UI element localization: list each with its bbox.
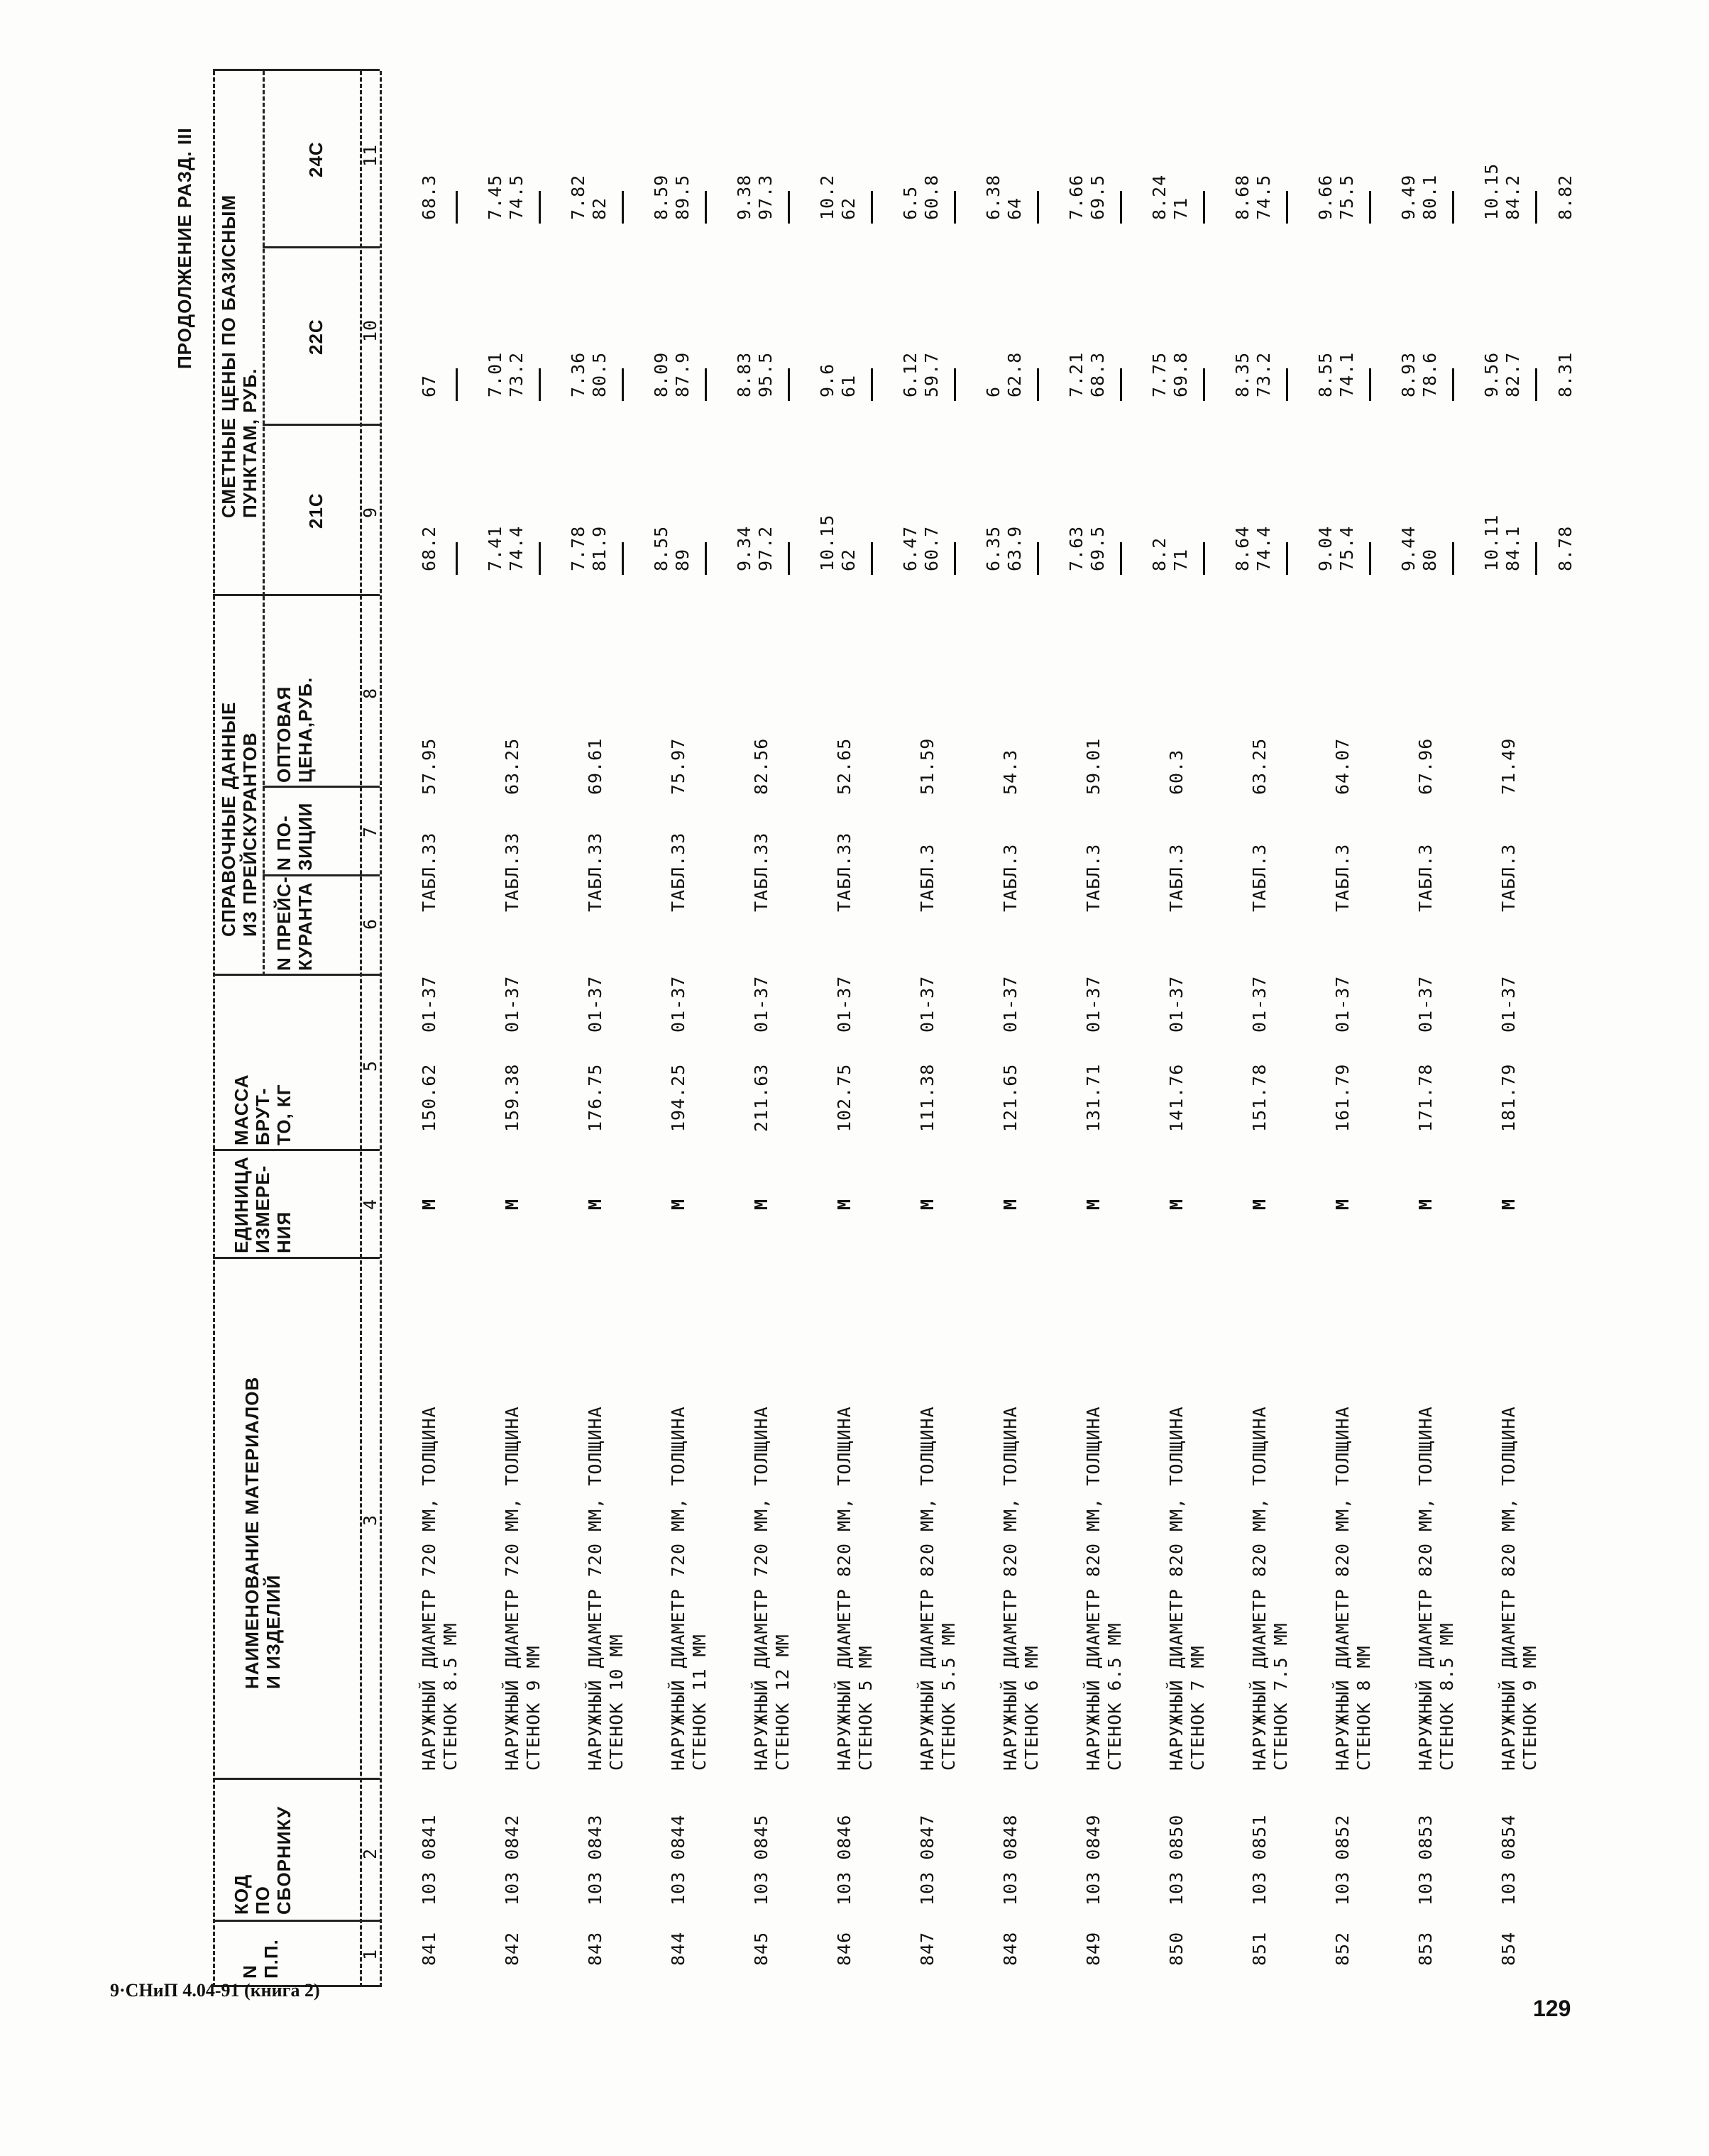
row-position: ТАБЛ.3 [1166, 843, 1187, 912]
price-separator [1037, 368, 1039, 401]
row-wholesale: 64.07 [1332, 737, 1353, 795]
row-mass: 176.75 [585, 1063, 605, 1132]
row-position: ТАБЛ.33 [502, 832, 522, 912]
row-position: ТАБЛ.3 [1000, 843, 1021, 912]
rotated-table [174, 43, 1576, 1987]
price-separator [705, 368, 707, 401]
row-number: 843 [585, 1931, 605, 1966]
price-separator [871, 542, 873, 575]
row-price: 61 [838, 374, 859, 397]
table-top-rule [213, 71, 215, 1987]
column-number: 8 [360, 687, 380, 699]
row-price: 7.41 [485, 525, 505, 571]
row-price: 69.5 [1087, 525, 1108, 571]
row-mass: 131.71 [1083, 1063, 1104, 1132]
row-unit: М [585, 1198, 605, 1210]
row-code: 103 0844 [668, 1814, 688, 1905]
row-name-line2: СТЕНОК 6.5 ММ [1104, 1622, 1125, 1771]
price-separator [788, 191, 790, 224]
row-code: 103 0846 [834, 1814, 855, 1905]
row-name-line1: НАРУЖНЫЙ ДИАМЕТР 820 ММ, ТОЛЩИНА [1083, 1406, 1104, 1771]
row-name-line1: НАРУЖНЫЙ ДИАМЕТР 820 ММ, ТОЛЩИНА [917, 1406, 938, 1771]
row-price: 7.45 [485, 174, 505, 220]
header-mass: МАССА БРУТ- ТО, КГ [231, 1074, 295, 1145]
price-separator [622, 368, 624, 401]
row-pricelist: 01-37 [1083, 975, 1104, 1033]
row-code: 103 0841 [419, 1814, 439, 1905]
price-separator [1286, 191, 1288, 224]
row-price: 89 [672, 548, 693, 571]
row-position: ТАБЛ.3 [917, 843, 938, 912]
row-name-line1: НАРУЖНЫЙ ДИАМЕТР 720 ММ, ТОЛЩИНА [668, 1406, 688, 1771]
column-number: 3 [360, 1514, 380, 1526]
row-price: 10.2 [817, 174, 837, 220]
row-unit: М [419, 1198, 439, 1210]
row-number: 853 [1415, 1931, 1436, 1966]
row-price: 7.63 [1066, 525, 1087, 571]
row-mass: 181.79 [1498, 1063, 1519, 1132]
row-code: 103 0842 [502, 1814, 522, 1905]
row-price: 7.82 [568, 174, 588, 220]
row-price: 7.66 [1066, 174, 1087, 220]
row-pricelist: 01-37 [502, 975, 522, 1033]
price-separator [456, 191, 458, 224]
row-number: 842 [502, 1931, 522, 1966]
row-number: 850 [1166, 1931, 1187, 1966]
row-price: 8.78 [1555, 525, 1576, 571]
row-price: 10.15 [817, 514, 837, 571]
row-pricelist: 01-37 [668, 975, 688, 1033]
price-separator [1452, 191, 1454, 224]
row-pricelist: 01-37 [1415, 975, 1436, 1033]
row-pricelist: 01-37 [1498, 975, 1519, 1033]
row-name-line1: НАРУЖНЫЙ ДИАМЕТР 820 ММ, ТОЛЩИНА [1415, 1406, 1436, 1771]
row-pricelist: 01-37 [834, 975, 855, 1033]
row-mass: 111.38 [917, 1063, 938, 1132]
price-separator [871, 191, 873, 224]
row-price: 8.82 [1555, 174, 1576, 220]
row-unit: М [1000, 1198, 1021, 1210]
row-position: ТАБЛ.3 [1332, 843, 1353, 912]
row-code: 103 0854 [1498, 1814, 1519, 1905]
row-price: 8.35 [1232, 351, 1253, 397]
col-divider [213, 69, 380, 71]
row-price: 84.1 [1502, 525, 1523, 571]
row-mass: 171.78 [1415, 1063, 1436, 1132]
row-name-line2: СТЕНОК 5.5 ММ [938, 1622, 959, 1771]
price-separator [1452, 542, 1454, 575]
col-divider [263, 786, 380, 788]
row-price: 7.21 [1066, 351, 1087, 397]
row-wholesale: 57.95 [419, 737, 439, 795]
row-name-line2: СТЕНОК 10 ММ [606, 1634, 627, 1771]
row-pricelist: 01-37 [1332, 975, 1353, 1033]
source-label: 9·СНиП 4.04-91 (книга 2) [110, 1980, 320, 2001]
price-separator [788, 368, 790, 401]
row-price: 6.47 [900, 525, 921, 571]
row-price: 6.35 [983, 525, 1004, 571]
row-number: 846 [834, 1931, 855, 1966]
row-price: 80 [1419, 548, 1440, 571]
row-price: 68.3 [1087, 351, 1108, 397]
row-price: 74.5 [1253, 174, 1274, 220]
row-code: 103 0848 [1000, 1814, 1021, 1905]
row-price: 9.6 [817, 363, 837, 397]
price-separator [1369, 368, 1371, 401]
row-code: 103 0851 [1249, 1814, 1270, 1905]
row-mass: 194.25 [668, 1063, 688, 1132]
row-unit: М [1166, 1198, 1187, 1210]
row-price: 6 [983, 385, 1004, 397]
price-separator [705, 191, 707, 224]
column-number: 9 [360, 506, 380, 518]
row-name-line2: СТЕНОК 7 ММ [1187, 1645, 1208, 1771]
row-wholesale: 69.61 [585, 737, 605, 795]
row-price: 71 [1170, 548, 1191, 571]
row-price: 60.8 [921, 174, 942, 220]
header-21c: 21С [305, 493, 326, 529]
row-wholesale: 63.25 [1249, 737, 1270, 795]
row-unit: М [1498, 1198, 1519, 1210]
header-pricelist: N ПРЕЙС- КУРАНТА [273, 876, 316, 971]
price-separator [954, 542, 956, 575]
column-number: 11 [360, 143, 380, 167]
row-price: 8.68 [1232, 174, 1253, 220]
price-separator [954, 368, 956, 401]
row-price: 73.2 [506, 351, 527, 397]
row-name-line2: СТЕНОК 9 ММ [523, 1645, 544, 1771]
row-name-line2: СТЕНОК 12 ММ [772, 1634, 793, 1771]
row-price: 95.5 [755, 351, 776, 397]
row-price: 89.5 [672, 174, 693, 220]
price-separator [456, 542, 458, 575]
row-price: 62 [838, 197, 859, 220]
numbers-bottom-rule [380, 71, 382, 1987]
row-number: 854 [1498, 1931, 1519, 1966]
row-price: 8.64 [1232, 525, 1253, 571]
row-name-line1: НАРУЖНЫЙ ДИАМЕТР 820 ММ, ТОЛЩИНА [1166, 1406, 1187, 1771]
row-price: 7.01 [485, 351, 505, 397]
row-price: 60.7 [921, 525, 942, 571]
row-unit: М [1249, 1198, 1270, 1210]
row-pricelist: 01-37 [1000, 975, 1021, 1033]
header-code: КОД ПО СБОРНИКУ [231, 1805, 295, 1915]
row-price: 9.34 [734, 525, 754, 571]
row-price: 6.12 [900, 351, 921, 397]
row-price: 68.3 [419, 174, 439, 220]
row-name-line2: СТЕНОК 8.5 ММ [440, 1622, 461, 1771]
row-number: 852 [1332, 1931, 1353, 1966]
row-position: ТАБЛ.3 [1249, 843, 1270, 912]
row-unit: М [1332, 1198, 1353, 1210]
row-number: 847 [917, 1931, 938, 1966]
row-position: ТАБЛ.33 [585, 832, 605, 912]
row-name-line1: НАРУЖНЫЙ ДИАМЕТР 820 ММ, ТОЛЩИНА [1498, 1406, 1519, 1771]
row-price: 9.44 [1398, 525, 1419, 571]
column-number: 2 [360, 1847, 380, 1859]
column-number: 7 [360, 825, 380, 837]
price-separator [539, 542, 541, 575]
row-price: 67 [419, 374, 439, 397]
row-price: 74.1 [1336, 351, 1357, 397]
row-pricelist: 01-37 [1249, 975, 1270, 1033]
row-position: ТАБЛ.33 [668, 832, 688, 912]
price-separator [1286, 542, 1288, 575]
price-separator [1369, 542, 1371, 575]
row-name-line1: НАРУЖНЫЙ ДИАМЕТР 720 ММ, ТОЛЩИНА [502, 1406, 522, 1771]
row-name-line2: СТЕНОК 11 ММ [689, 1634, 710, 1771]
row-position: ТАБЛ.3 [1415, 843, 1436, 912]
row-price: 68.2 [419, 525, 439, 571]
header-price-group: СМЕТНЫЕ ЦЕНЫ ПО БАЗИСНЫМ ПУНКТАМ, РУБ. [218, 194, 260, 518]
page-number: 129 [1533, 1996, 1571, 2021]
row-wholesale: 54.3 [1000, 749, 1021, 795]
row-price: 75.5 [1336, 174, 1357, 220]
row-price: 9.38 [734, 174, 754, 220]
page-header: ПРОДОЛЖЕНИЕ РАЗД. III [174, 127, 195, 369]
price-separator [1452, 368, 1454, 401]
row-mass: 141.76 [1166, 1063, 1187, 1132]
row-mass: 121.65 [1000, 1063, 1021, 1132]
row-price: 78.6 [1419, 351, 1440, 397]
row-price: 84.2 [1502, 174, 1523, 220]
row-mass: 150.62 [419, 1063, 439, 1132]
row-name-line2: СТЕНОК 8.5 ММ [1436, 1622, 1457, 1771]
row-wholesale: 75.97 [668, 737, 688, 795]
row-price: 10.11 [1481, 514, 1502, 571]
row-name-line1: НАРУЖНЫЙ ДИАМЕТР 820 ММ, ТОЛЩИНА [834, 1406, 855, 1771]
row-code: 103 0845 [751, 1814, 771, 1905]
row-name-line2: СТЕНОК 7.5 ММ [1270, 1622, 1291, 1771]
price-separator [1203, 191, 1205, 224]
header-wholesale: ОПТОВАЯ ЦЕНА,РУБ. [273, 676, 316, 783]
row-position: ТАБЛ.3 [1498, 843, 1519, 912]
row-pricelist: 01-37 [585, 975, 605, 1033]
row-mass: 211.63 [751, 1063, 771, 1132]
row-code: 103 0847 [917, 1814, 938, 1905]
row-price: 9.04 [1315, 525, 1336, 571]
column-number: 1 [360, 1948, 380, 1960]
price-separator [871, 368, 873, 401]
column-number: 5 [360, 1060, 380, 1072]
row-price: 64 [1004, 197, 1025, 220]
row-code: 103 0850 [1166, 1814, 1187, 1905]
row-price: 8.2 [1149, 537, 1170, 571]
row-wholesale: 82.56 [751, 737, 771, 795]
row-price: 74.5 [506, 174, 527, 220]
row-price: 82 [589, 197, 610, 220]
row-price: 63.9 [1004, 525, 1025, 571]
price-separator [1535, 368, 1537, 401]
price-separator [1203, 368, 1205, 401]
row-name-line1: НАРУЖНЫЙ ДИАМЕТР 820 ММ, ТОЛЩИНА [1249, 1406, 1270, 1771]
row-code: 103 0853 [1415, 1814, 1436, 1905]
row-price: 8.55 [651, 525, 671, 571]
col-divider [263, 424, 380, 426]
row-position: ТАБЛ.33 [834, 832, 855, 912]
header-name: НАИМЕНОВАНИЕ МАТЕРИАЛОВ И ИЗДЕЛИЙ [241, 1376, 284, 1689]
header-ref-group: СПРАВОЧНЫЕ ДАННЫЕ ИЗ ПРЕЙСКУРАНТОВ [218, 701, 260, 937]
row-price: 62.8 [1004, 351, 1025, 397]
row-name-line1: НАРУЖНЫЙ ДИАМЕТР 820 ММ, ТОЛЩИНА [1000, 1406, 1021, 1771]
col-divider [263, 246, 380, 248]
row-price: 7.75 [1149, 351, 1170, 397]
price-separator [1203, 542, 1205, 575]
row-number: 841 [419, 1931, 439, 1966]
price-separator [539, 191, 541, 224]
row-price: 8.24 [1149, 174, 1170, 220]
row-price: 87.9 [672, 351, 693, 397]
row-number: 848 [1000, 1931, 1021, 1966]
price-separator [1535, 191, 1537, 224]
price-separator [1037, 542, 1039, 575]
column-number: 6 [360, 918, 380, 930]
row-name-line1: НАРУЖНЫЙ ДИАМЕТР 720 ММ, ТОЛЩИНА [751, 1406, 771, 1771]
row-name-line2: СТЕНОК 5 ММ [855, 1645, 876, 1771]
price-separator [1037, 191, 1039, 224]
row-name-line1: НАРУЖНЫЙ ДИАМЕТР 820 ММ, ТОЛЩИНА [1332, 1406, 1353, 1771]
row-name-line1: НАРУЖНЫЙ ДИАМЕТР 720 ММ, ТОЛЩИНА [419, 1406, 439, 1771]
col-divider [213, 1257, 380, 1259]
row-price: 8.59 [651, 174, 671, 220]
col-divider [213, 1149, 380, 1151]
row-mass: 161.79 [1332, 1063, 1353, 1132]
row-price: 71 [1170, 197, 1191, 220]
header-22c: 22С [305, 319, 326, 355]
row-unit: М [834, 1198, 855, 1210]
row-price: 69.8 [1170, 351, 1191, 397]
price-separator [622, 191, 624, 224]
row-wholesale: 71.49 [1498, 737, 1519, 795]
row-price: 8.83 [734, 351, 754, 397]
row-code: 103 0852 [1332, 1814, 1353, 1905]
col-divider [213, 974, 380, 976]
col-divider [213, 1778, 380, 1780]
row-pricelist: 01-37 [917, 975, 938, 1033]
row-number: 845 [751, 1931, 771, 1966]
header-position: N ПО- ЗИЦИИ [273, 802, 316, 871]
price-separator [1286, 368, 1288, 401]
row-unit: М [917, 1198, 938, 1210]
row-price: 6.38 [983, 174, 1004, 220]
row-name-line2: СТЕНОК 6 ММ [1021, 1645, 1042, 1771]
row-price: 9.66 [1315, 174, 1336, 220]
row-price: 59.7 [921, 351, 942, 397]
row-pricelist: 01-37 [419, 975, 439, 1033]
row-unit: М [1415, 1198, 1436, 1210]
row-price: 8.31 [1555, 351, 1576, 397]
row-price: 73.2 [1253, 351, 1274, 397]
row-name-line2: СТЕНОК 8 ММ [1353, 1645, 1374, 1771]
col-divider [213, 594, 380, 596]
price-separator [1120, 191, 1122, 224]
col-divider [213, 1920, 380, 1922]
row-wholesale: 59.01 [1083, 737, 1104, 795]
row-price: 82.7 [1502, 351, 1523, 397]
header-unit: ЕДИНИЦА ИЗМЕРЕ- НИЯ [231, 1156, 295, 1253]
row-wholesale: 52.65 [834, 737, 855, 795]
row-price: 8.09 [651, 351, 671, 397]
row-price: 9.49 [1398, 174, 1419, 220]
row-unit: М [668, 1198, 688, 1210]
row-price: 7.36 [568, 351, 588, 397]
row-number: 844 [668, 1931, 688, 1966]
row-price: 97.3 [755, 174, 776, 220]
row-code: 103 0843 [585, 1814, 605, 1905]
row-wholesale: 63.25 [502, 737, 522, 795]
row-price: 74.4 [506, 525, 527, 571]
row-wholesale: 51.59 [917, 737, 938, 795]
price-separator [1120, 542, 1122, 575]
price-separator [1369, 191, 1371, 224]
row-pricelist: 01-37 [751, 975, 771, 1033]
row-price: 75.4 [1336, 525, 1357, 571]
header-24c: 24С [305, 141, 326, 177]
row-price: 8.93 [1398, 351, 1419, 397]
price-separator [456, 368, 458, 401]
price-separator [539, 368, 541, 401]
row-pricelist: 01-37 [1166, 975, 1187, 1033]
row-number: 849 [1083, 1931, 1104, 1966]
row-unit: М [502, 1198, 522, 1210]
row-position: ТАБЛ.33 [751, 832, 771, 912]
row-price: 7.78 [568, 525, 588, 571]
header-bottom-rule [360, 71, 362, 1987]
price-separator [622, 542, 624, 575]
header-npp: N П.П. [239, 1939, 282, 1979]
price-separator [788, 542, 790, 575]
row-wholesale: 67.96 [1415, 737, 1436, 795]
price-separator [1120, 368, 1122, 401]
row-mass: 151.78 [1249, 1063, 1270, 1132]
row-wholesale: 60.3 [1166, 749, 1187, 795]
row-price: 10.15 [1481, 163, 1502, 220]
row-mass: 102.75 [834, 1063, 855, 1132]
price-separator [1535, 542, 1537, 575]
row-price: 97.2 [755, 525, 776, 571]
row-unit: М [751, 1198, 771, 1210]
row-price: 69.5 [1087, 174, 1108, 220]
price-group-rule [263, 71, 265, 596]
row-unit: М [1083, 1198, 1104, 1210]
row-mass: 159.38 [502, 1063, 522, 1132]
row-price: 8.55 [1315, 351, 1336, 397]
row-number: 851 [1249, 1931, 1270, 1966]
row-price: 80.1 [1419, 174, 1440, 220]
row-position: ТАБЛ.33 [419, 832, 439, 912]
row-price: 74.4 [1253, 525, 1274, 571]
price-separator [705, 542, 707, 575]
row-price: 9.56 [1481, 351, 1502, 397]
price-separator [954, 191, 956, 224]
row-price: 62 [838, 548, 859, 571]
row-price: 81.9 [589, 525, 610, 571]
column-number: 4 [360, 1198, 380, 1210]
row-name-line1: НАРУЖНЫЙ ДИАМЕТР 720 ММ, ТОЛЩИНА [585, 1406, 605, 1771]
row-price: 80.5 [589, 351, 610, 397]
column-number: 10 [360, 319, 380, 342]
row-position: ТАБЛ.3 [1083, 843, 1104, 912]
row-price: 6.5 [900, 185, 921, 220]
row-code: 103 0849 [1083, 1814, 1104, 1905]
row-name-line2: СТЕНОК 9 ММ [1520, 1645, 1540, 1771]
